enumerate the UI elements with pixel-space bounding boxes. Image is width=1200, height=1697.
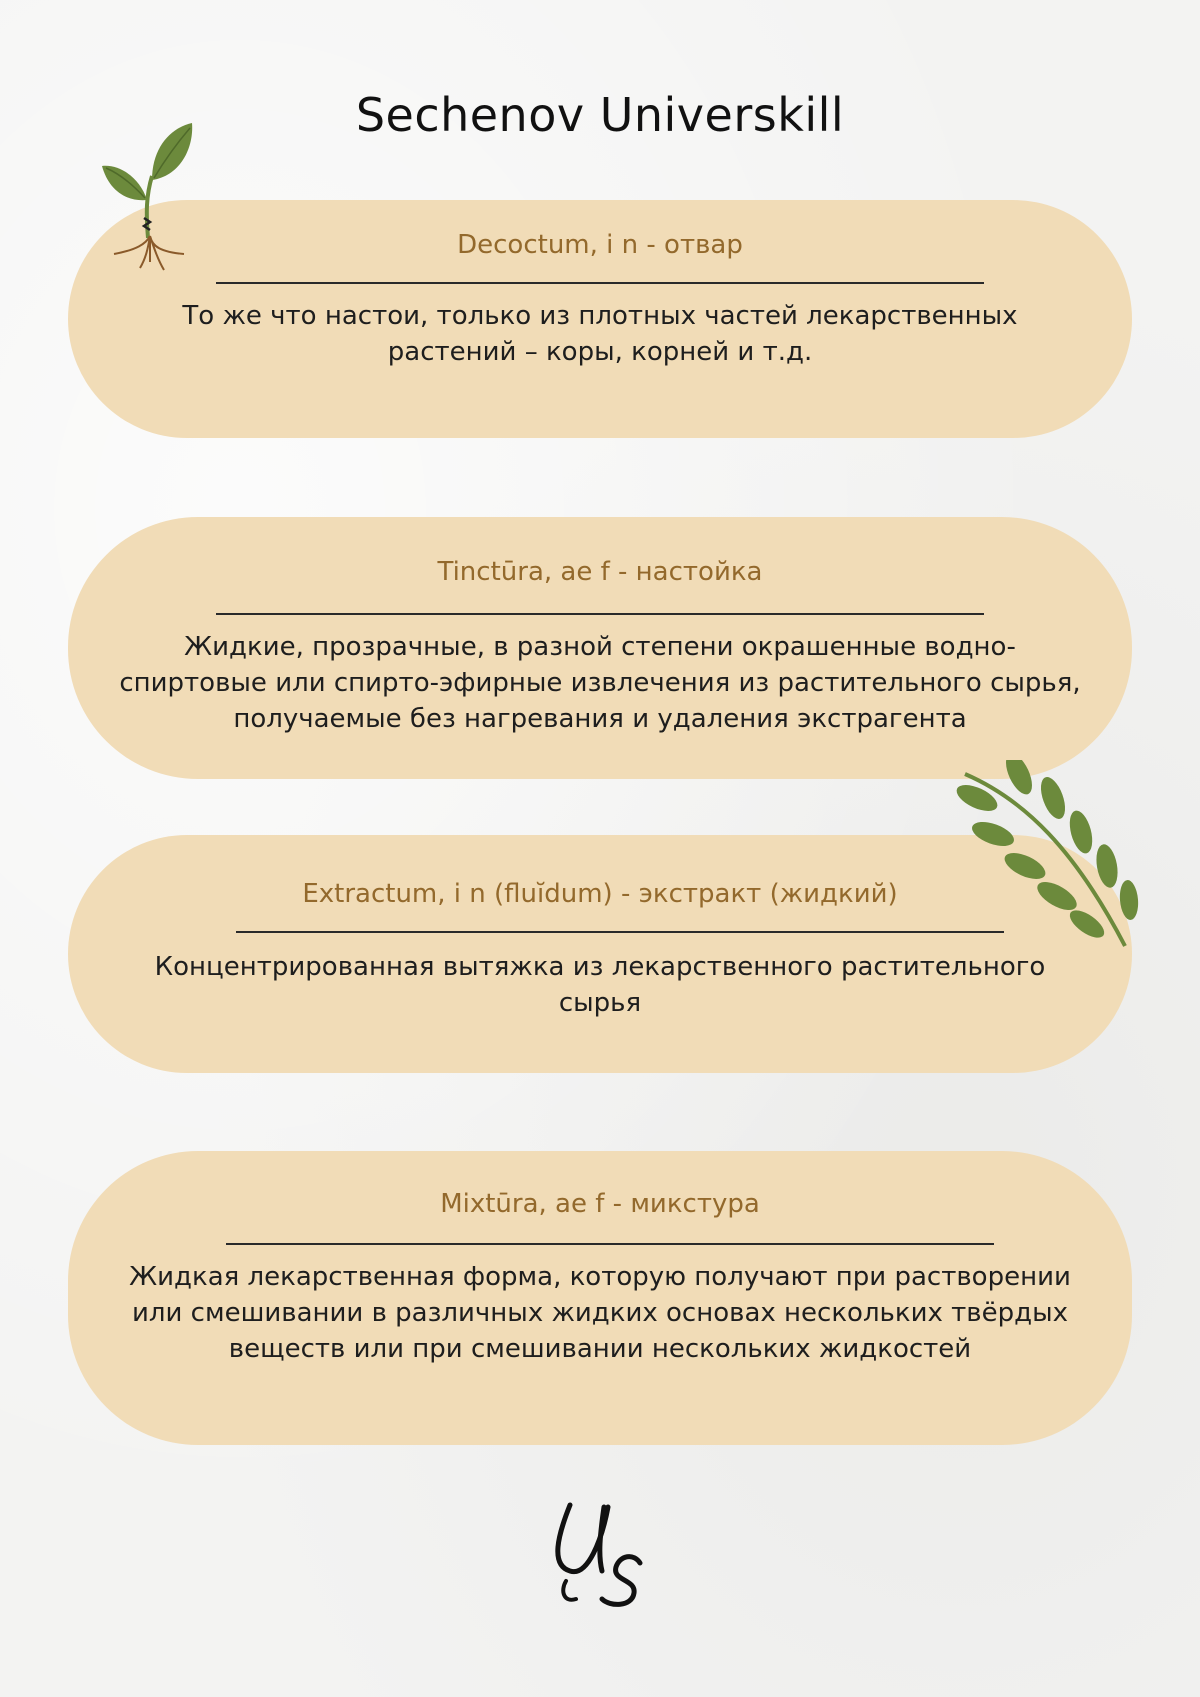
page-title: Sechenov Universkill	[355, 88, 845, 142]
term-title: Extractum, i n (fluĭdum) - экстракт (жидкий)	[302, 879, 898, 909]
divider	[226, 1243, 994, 1245]
divider	[236, 931, 1004, 933]
leaf-branch-icon	[945, 760, 1145, 950]
term-definition: Концентрированная вытяжка из лекарственного растительного сырья	[154, 952, 1046, 1018]
term-card-tinctura	[68, 517, 1132, 779]
us-monogram-logo	[540, 1495, 660, 1615]
term-definition: Жидкие, прозрачные, в разной степени окрашенные водно-спиртовые или спирто-эфирные извлечения из растительного сырья, получаемые без нагревания и удаления экстрагента	[119, 632, 1081, 734]
term-card-decoctum	[68, 200, 1132, 438]
term-title: Mixtūra, ae f - микстура	[440, 1189, 760, 1219]
term-title: Tinctūra, ae f - настойка	[437, 557, 763, 587]
term-definition: Жидкая лекарственная форма, которую получают при растворении или смешивании в различных жидких основах нескольких твёрдых веществ или при смешивании нескольких жидкостей	[129, 1262, 1071, 1364]
term-title: Decoctum, i n - отвар	[457, 230, 743, 260]
divider	[216, 613, 984, 615]
term-definition: То же что настои, только из плотных частей лекарственных растений – коры, корней и т.д.	[182, 301, 1018, 367]
divider	[216, 282, 984, 284]
term-card-mixtura	[68, 1151, 1132, 1445]
sprout-icon	[100, 118, 200, 278]
